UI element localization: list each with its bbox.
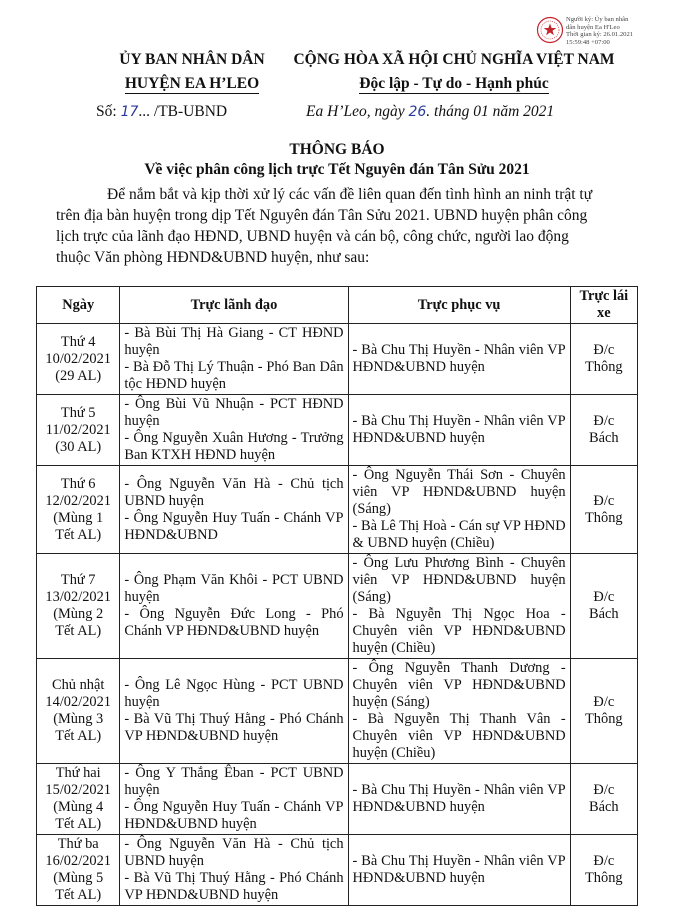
cell-driver [570,395,637,466]
day-text: (Mùng 3 [53,711,104,727]
signer-line: Thời gian ký: 26.01.2021 [566,31,634,39]
service-entry: - Bà Chu Thị Huyền - Nhân viên VP HĐND&UBND huyện [352,413,566,446]
table-row [37,554,638,659]
intro-paragraph [53,184,635,268]
day-text: Tết AL) [55,623,102,639]
day-text: 13/02/2021 [45,589,111,605]
doc-number-prefix: Số: [96,103,117,120]
day-text: (30 AL) [55,438,102,455]
day-text: Thứ ba [57,836,99,852]
leader-entry: - Bà Vũ Thị Thuý Hằng - Phó Chánh VP HĐND&UBND huyện [124,870,344,903]
service-entry: - Bà Chu Thị Huyền - Nhân viên VP HĐND&UBND huyện [352,853,566,886]
leader-entry: - Ông Nguyễn Xuân Hương - Trưởng Ban KTXH HĐND huyện [124,430,344,463]
leader-entry: - Ông Nguyễn Đức Long - Phó Chánh VP HĐND&UBND huyện [124,606,344,639]
leader-entry: - Ông Bùi Vũ Nhuận - PCT HĐND huyện [124,396,344,429]
cell-service [348,764,570,835]
driver-text: Đ/c [593,694,615,710]
day-text: 16/02/2021 [45,853,111,869]
service-entry: - Ông Lưu Phương Bình - Chuyên viên VP HĐND&UBND huyện (Sáng) [352,555,566,605]
driver-text: Thông [585,870,623,886]
day-text: 14/02/2021 [45,694,111,710]
day-text: Tết AL) [55,816,102,832]
duty-roster-table [36,286,638,906]
driver-text: Đ/c [593,492,615,509]
day-text: (Mùng 4 [53,799,104,815]
digital-signature-info [566,16,672,46]
driver-text: Đ/c [593,413,615,429]
org-name-line2: HUYỆN EA H’LEO [124,75,260,92]
intro-line: thuộc Văn phòng HĐND&UBND huyện, như sau: [56,249,370,266]
cell-service [348,554,570,659]
document-title [0,140,674,180]
table-row [37,466,638,554]
driver-text: Thông [585,509,623,526]
driver-text: Đ/c [593,589,615,605]
doc-number-suffix: ... /TB-UBND [138,103,228,120]
day-text: Tết AL) [55,728,102,744]
signer-line: 15:59:48 +07:00 [566,38,610,46]
driver-text: Bách [589,606,619,622]
cell-day [37,395,120,466]
col-header-day: Ngày [37,287,120,324]
cell-day [37,835,120,906]
cell-driver [570,835,637,906]
cell-day [37,659,120,764]
cell-day [37,764,120,835]
leader-entry: - Bà Bùi Thị Hà Giang - CT HĐND huyện [124,325,344,358]
day-text: Chủ nhật [52,677,105,693]
cell-service [348,659,570,764]
cell-day [37,466,120,554]
cell-service [348,835,570,906]
service-entry: - Bà Nguyễn Thị Thanh Vân - Chuyên viên VP HĐND&UBND huyện (Chiều) [352,711,566,761]
intro-line: trên địa bàn huyện trong dịp Tết Nguyên đán Tân Sửu 2021. UBND huyện phân công [56,207,588,224]
issuing-organization [80,48,304,96]
service-entry: - Bà Nguyễn Thị Ngọc Hoa - Chuyên viên VP HĐND&UBND huyện (Chiều) [352,606,566,656]
cell-leader [120,659,348,764]
cell-leader [120,466,348,554]
intro-line: lịch trực của lãnh đạo HĐND, UBND huyện và cán bộ, công chức, người lao động [56,228,569,245]
leader-entry: - Ông Nguyễn Văn Hà - Chủ tịch UBND huyện [124,836,344,869]
day-text: 15/02/2021 [45,782,111,798]
table-header-row [37,287,638,324]
service-entry: - Bà Chu Thị Huyền - Nhân viên VP HĐND&UBND huyện [352,342,566,375]
cell-driver [570,324,637,395]
service-entry: - Bà Chu Thị Huyền - Nhân viên VP HĐND&UBND huyện [352,782,566,815]
service-entry: - Bà Lê Thị Hoà - Cán sự VP HĐND & UBND huyện (Chiều) [352,518,566,551]
day-text: (Mùng 5 [53,870,104,886]
cell-leader [120,395,348,466]
cell-leader [120,835,348,906]
signer-line: Người ký: Ủy ban nhân [566,16,629,23]
cell-leader [120,324,348,395]
day-text: 12/02/2021 [45,492,111,509]
leader-entry: - Ông Nguyễn Huy Tuấn - Chánh VP HĐND&UBND huyện [124,799,344,832]
national-motto: Độc lập - Tự do - Hạnh phúc [359,75,549,92]
table-row [37,764,638,835]
leader-entry: - Ông Nguyễn Huy Tuấn - Chánh VP HĐND&UBND [124,509,344,543]
org-name-line1: ỦY BAN NHÂN DÂN [119,51,265,68]
table-row [37,395,638,466]
day-text: (29 AL) [55,367,102,384]
nation-name: CỘNG HÒA XÃ HỘI CHỦ NGHĨA VIỆT NAM [293,51,615,68]
cell-service [348,395,570,466]
cell-service [348,466,570,554]
cell-driver [570,554,637,659]
cell-day [37,324,120,395]
issue-date [306,103,554,121]
leader-entry: - Bà Vũ Thị Thuý Hằng - Phó Chánh VP HĐND&UBND huyện [124,711,344,744]
day-text: 11/02/2021 [45,421,111,438]
cell-driver [570,764,637,835]
doc-number-handwritten: 17 [120,104,139,120]
col-header-leader: Trực lãnh đạo [120,287,348,324]
day-text: Thứ 4 [60,333,96,350]
digital-signature-seal-icon [536,16,564,44]
day-text: Thứ hai [55,765,101,781]
document-number [96,103,227,121]
cell-leader [120,554,348,659]
cell-day [37,554,120,659]
title-main: THÔNG BÁO [289,141,385,158]
table-row [37,324,638,395]
day-text: Thứ 5 [60,404,96,421]
date-place: Ea H’Leo, ngày [306,103,405,120]
national-heading [278,48,630,96]
leader-entry: - Ông Phạm Văn Khôi - PCT UBND huyện [124,572,344,605]
date-day-handwritten: 26 [408,104,427,120]
day-text: Thứ 6 [60,475,96,492]
day-text: 10/02/2021 [45,350,111,367]
driver-text: Thông [585,359,623,375]
table-body [37,324,638,906]
table-row [37,835,638,906]
service-entry: - Ông Nguyễn Thái Sơn - Chuyên viên VP HĐND&UBND huyện (Sáng) [352,467,566,517]
title-subtitle: Về việc phân công lịch trực Tết Nguyên đán Tân Sửu 2021 [144,161,530,178]
date-rest: . tháng 01 năm 2021 [426,103,555,120]
driver-text: Thông [585,711,623,727]
driver-text: Đ/c [593,782,615,798]
cell-driver [570,466,637,554]
service-entry: - Ông Nguyễn Thanh Dương - Chuyên viên VP HĐND&UBND huyện (Sáng) [352,660,566,710]
leader-entry: - Ông Lê Ngọc Hùng - PCT UBND huyện [124,677,344,710]
signer-line: dân huyện Ea H'Leo [566,23,620,31]
day-text: Tết AL) [55,526,102,543]
cell-driver [570,659,637,764]
col-header-driver: Trực lái xe [570,287,637,324]
driver-text: Bách [589,799,619,815]
leader-entry: - Bà Đỗ Thị Lý Thuận - Phó Ban Dân tộc HĐND huyện [124,359,344,392]
col-header-service: Trực phục vụ [348,287,570,324]
day-text: (Mùng 2 [53,606,104,622]
cell-leader [120,764,348,835]
driver-text: Đ/c [593,342,615,358]
table-row [37,659,638,764]
cell-service [348,324,570,395]
day-text: (Mùng 1 [53,509,104,526]
leader-entry: - Ông Nguyễn Văn Hà - Chủ tịch UBND huyện [124,475,344,509]
day-text: Thứ 7 [60,572,96,588]
leader-entry: - Ông Y Thắng Êban - PCT UBND huyện [124,765,344,798]
intro-line: Để nắm bắt và kịp thời xử lý các vấn đề liên quan đến tình hình an ninh trật tự [107,186,593,203]
day-text: Tết AL) [55,887,102,903]
driver-text: Đ/c [593,853,615,869]
driver-text: Bách [589,430,619,446]
